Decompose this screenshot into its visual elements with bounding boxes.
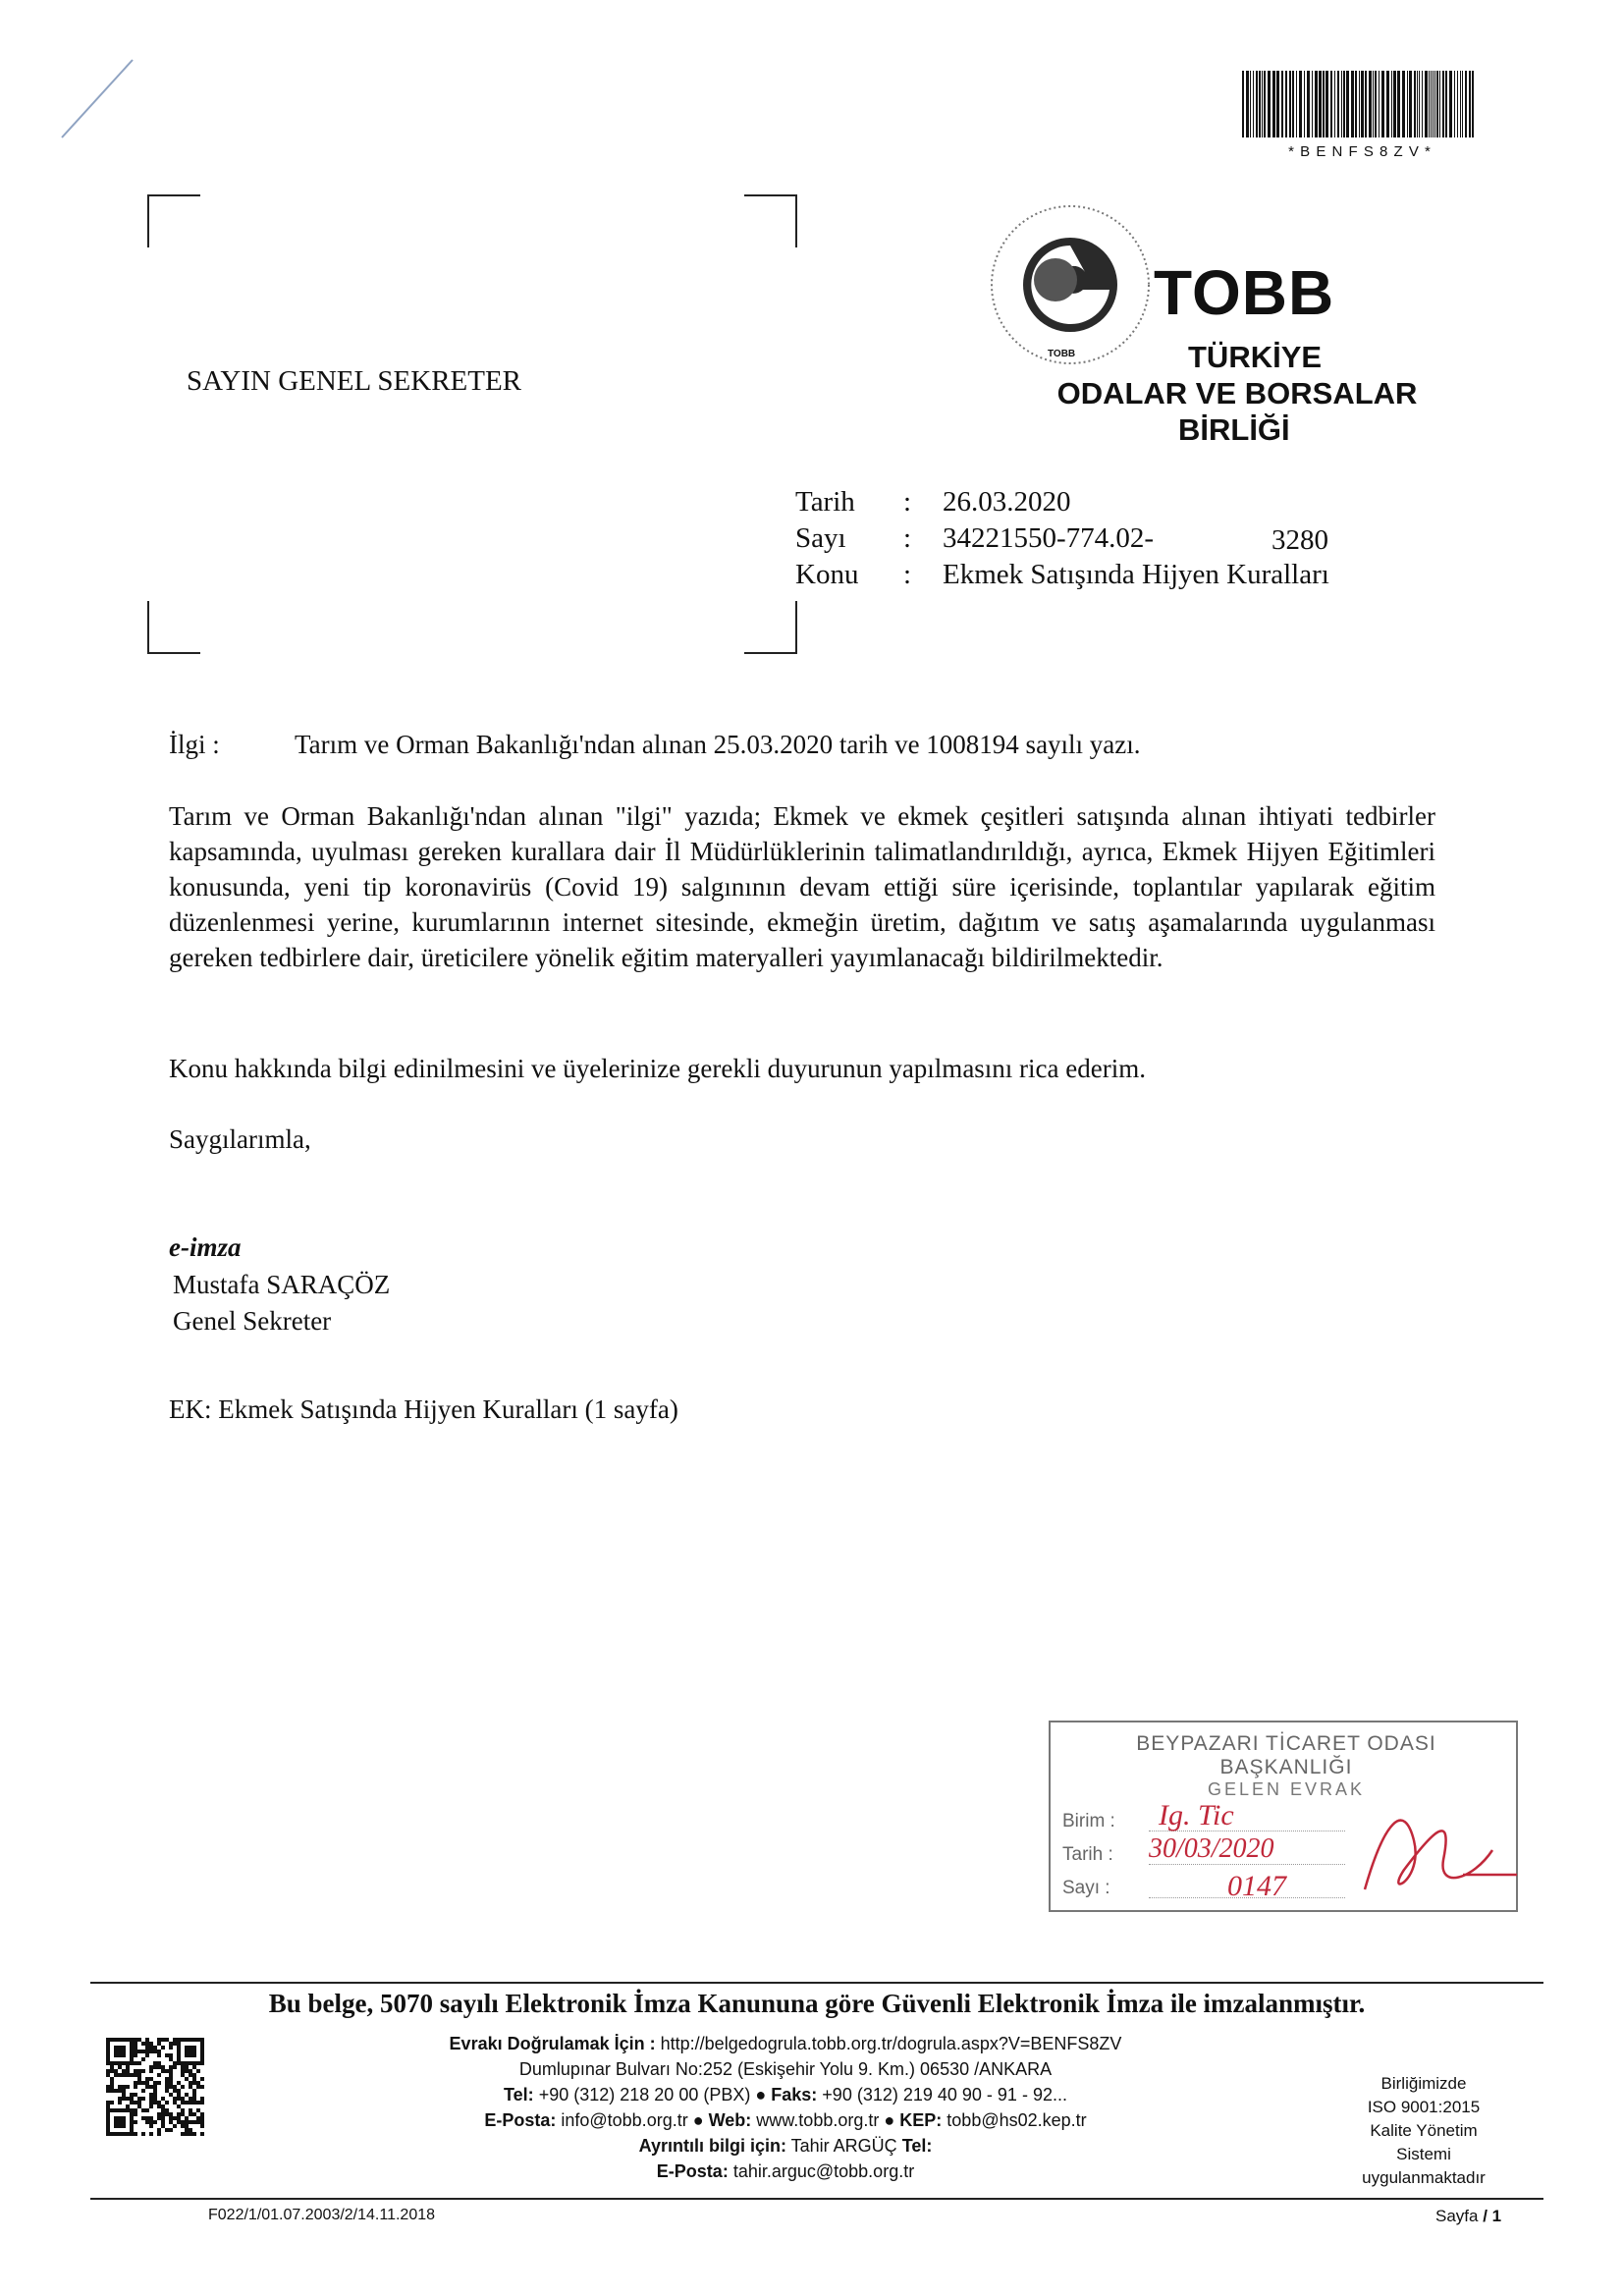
date-label: Tarih <box>795 486 855 518</box>
kep-value[interactable]: tobb@hs02.kep.tr <box>947 2110 1087 2130</box>
iso-line1: Birliğimizde <box>1380 2074 1467 2093</box>
signer-title: Genel Sekreter <box>173 1306 332 1336</box>
email-value[interactable]: info@tobb.org.tr <box>561 2110 688 2130</box>
stamp-line2: BAŞKANLIĞI <box>1219 1756 1353 1778</box>
iso-notice <box>1345 2072 1502 2190</box>
footer-contact <box>295 2031 1276 2184</box>
iso-line4: Sistemi <box>1396 2145 1451 2163</box>
org-short-name: TOBB <box>1154 257 1335 328</box>
barcode-icon <box>1242 71 1478 139</box>
number-suffix: 3280 <box>1271 524 1328 556</box>
bullet-icon: ● <box>692 2110 704 2130</box>
form-code: F022/1/01.07.2003/2/14.11.2018 <box>208 2207 436 2223</box>
window-corner-bl <box>147 601 200 654</box>
page-label: Sayfa <box>1435 2207 1479 2225</box>
email-label: E-Posta: <box>484 2110 557 2130</box>
window-corner-tl <box>147 194 200 247</box>
footer-phone-line <box>295 2082 1276 2107</box>
seal-center-label: TOBB <box>1048 349 1076 359</box>
org-name-line2: ODALAR VE BORSALAR <box>1056 376 1418 410</box>
stamp-tarih-handwritten: 30/03/2020 <box>1149 1833 1274 1864</box>
reference-text: Tarım ve Orman Bakanlığı'ndan alınan 25.03.2020 tarih ve 1008194 sayılı yazı. <box>295 730 1141 759</box>
stamp-sayi-label: Sayı : <box>1062 1878 1110 1898</box>
iso-line2: ISO 9001:2015 <box>1367 2098 1481 2116</box>
tel-label: Tel: <box>504 2085 534 2105</box>
footer-contact-line <box>295 2133 1276 2159</box>
stamp-line3: GELEN EVRAK <box>1207 1779 1366 1799</box>
stamp-birim-label: Birim : <box>1062 1811 1115 1831</box>
signer-name: Mustafa SARAÇÖZ <box>173 1270 391 1299</box>
footer-contact-email-line <box>295 2159 1276 2184</box>
footer-rule-bottom <box>90 2198 1543 2200</box>
closing: Saygılarımla, <box>169 1124 311 1154</box>
pen-stroke <box>54 54 142 142</box>
kep-label: KEP: <box>899 2110 943 2130</box>
footer-verify-line <box>295 2031 1276 2056</box>
footer-rule-top <box>90 1982 1543 1984</box>
footer-web-line <box>295 2107 1276 2133</box>
stamp-line1: BEYPAZARI TİCARET ODASI <box>1136 1732 1436 1755</box>
body-paragraph-2: Konu hakkında bilgi edinilmesini ve üyelerinize gerekli duyurunun yapılmasını rica ederim. <box>169 1054 1146 1083</box>
date-value: 26.03.2020 <box>943 486 1071 518</box>
tel-value: +90 (312) 218 20 00 (PBX) <box>538 2085 751 2105</box>
web-value[interactable]: www.tobb.org.tr <box>756 2110 880 2130</box>
stamp-sayi-handwritten: 0147 <box>1227 1870 1286 1902</box>
qr-code-icon <box>106 2033 204 2141</box>
attachment: EK: Ekmek Satışında Hijyen Kuralları (1 sayfa) <box>169 1394 678 1424</box>
fax-label: Faks: <box>771 2085 818 2105</box>
addressee: SAYIN GENEL SEKRETER <box>187 365 522 397</box>
web-label: Web: <box>708 2110 752 2130</box>
contact-email-label: E-Posta: <box>656 2161 729 2181</box>
page-number <box>1435 2207 1501 2226</box>
legal-notice: Bu belge, 5070 sayılı Elektronik İmza Kanununa göre Güvenli Elektronik İmza ile imzalanmıştır. <box>268 1989 1366 2018</box>
e-signature: e-imza <box>169 1232 242 1262</box>
contact-email-value[interactable]: tahir.arguc@tobb.org.tr <box>732 2161 915 2181</box>
footer-address: Dumlupınar Bulvarı No:252 (Eskişehir Yolu 9. Km.) 06530 /ANKARA <box>518 2059 1053 2079</box>
handwritten-signature <box>1345 1781 1522 1914</box>
date-colon: : <box>903 486 912 518</box>
body-paragraph-1: Tarım ve Orman Bakanlığı'ndan alınan "ilgi" yazıda; Ekmek ve ekmek çeşitleri satışında alınan ihtiyati tedbirler kapsamında, uyulması gereken kurallara dair İl Müdürlüklerinin talimatlandırıldığı, ayrıca, Ekmek Hijyen Eğitimleri konusunda, yeni tip koronavirüs (Covid 19) salgınının devam ettiği süre içerisinde, toplantılar yapılarak eğitim düzenlenmesi yerine, kurumlarının internet sitesinde, ekmeğin üretim, dağıtım ve satış aşamalarında uygulanması gereken tedbirlere dair, üreticilere yönelik eğitim materyalleri yayımlanacağı bildirilmektedir. <box>169 801 1435 972</box>
fax-value: +90 (312) 219 40 90 - 91 - 92... <box>822 2085 1067 2105</box>
iso-line5: uygulanmaktadır <box>1362 2168 1486 2187</box>
contact-value: Tahir ARGÜÇ <box>790 2136 897 2156</box>
barcode <box>1232 71 1488 169</box>
number-colon: : <box>903 522 912 554</box>
barcode-code: * B E N F S 8 Z V * <box>1288 143 1432 160</box>
bullet-icon: ● <box>884 2110 895 2130</box>
bullet-icon: ● <box>755 2085 767 2105</box>
verify-url[interactable]: http://belgedogrula.tobb.org.tr/dogrula.aspx?V=BENFS8ZV <box>660 2034 1122 2053</box>
reference-label: İlgi : <box>169 730 220 759</box>
org-full-name <box>1051 339 1424 448</box>
contact-tel-label: Tel: <box>901 2136 933 2156</box>
org-name-line1: TÜRKİYE <box>1188 340 1323 374</box>
verify-label: Evrakı Doğrulamak İçin : <box>449 2034 656 2053</box>
number-label: Sayı <box>795 522 846 554</box>
org-name-line3: BİRLİĞİ <box>1178 412 1290 447</box>
stamp-tarih-label: Tarih : <box>1062 1844 1113 1865</box>
contact-label: Ayrıntılı bilgi için: <box>638 2136 786 2156</box>
qr-code[interactable] <box>106 2033 204 2141</box>
subject-value: Ekmek Satışında Hijyen Kuralları <box>943 559 1329 590</box>
subject-colon: : <box>903 559 912 590</box>
iso-line3: Kalite Yönetim <box>1370 2121 1478 2140</box>
page-value: / 1 <box>1483 2207 1502 2225</box>
number-value: 34221550-774.02- <box>943 522 1155 554</box>
window-corner-tr <box>744 194 797 247</box>
window-corner-br <box>744 601 797 654</box>
subject-label: Konu <box>795 559 859 590</box>
incoming-stamp <box>1049 1721 1518 1912</box>
stamp-birim-handwritten: Ig. Tic <box>1159 1799 1234 1831</box>
